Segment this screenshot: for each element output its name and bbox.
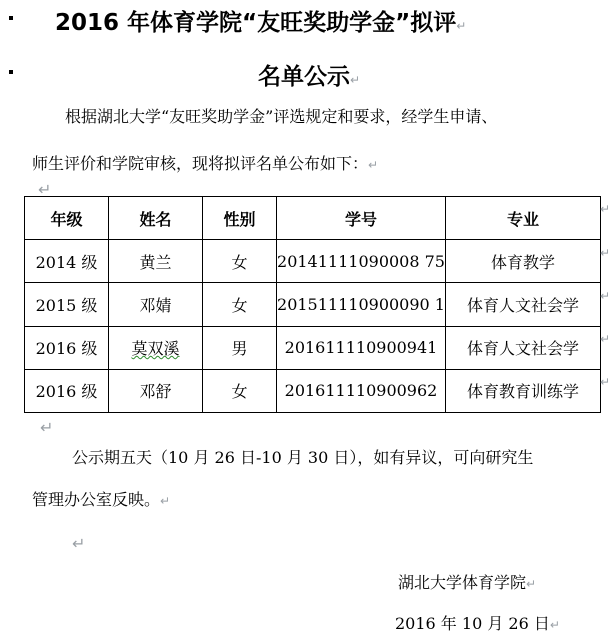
page-title <box>55 4 466 37</box>
table-row <box>25 369 601 412</box>
header-gender: 性别 <box>203 197 277 240</box>
cell-grade: 2014 级 <box>25 240 109 283</box>
table-row <box>25 283 601 326</box>
cell-grade: 2016 级 <box>25 326 109 369</box>
paragraph-mark-icon: ↵ <box>350 73 361 87</box>
page-title-continued <box>258 58 360 91</box>
notice-paragraph-line-1 <box>72 445 533 468</box>
cell-gender: 女 <box>203 240 277 283</box>
notice-text-2: 管理办公室反映。 <box>32 490 161 509</box>
intro-paragraph-line-2 <box>32 151 378 174</box>
cell-gender: 男 <box>203 326 277 369</box>
signature-date <box>395 611 560 634</box>
paragraph-mark-icon: ↵ <box>368 158 379 172</box>
cell-name: 邓舒 <box>109 369 203 412</box>
notice-text-1: 公示期五天（10 月 26 日-10 月 30 日），如有异议，可向研究生 <box>72 448 534 467</box>
cell-name: 邓婧 <box>109 283 203 326</box>
row-end-mark-icon: ↵ <box>599 375 610 389</box>
cell-grade: 2015 级 <box>25 283 109 326</box>
cell-major: 体育人文社会学 <box>446 326 601 369</box>
title-line-1: 2016 年体育学院“友旺奖助学金”拟评 <box>55 10 457 36</box>
table-header-row <box>25 197 601 240</box>
paragraph-mark-icon: ↵ <box>38 180 52 199</box>
cell-student-id: 20141111090008 75 <box>277 240 446 283</box>
cell-major: 体育人文社会学 <box>446 283 601 326</box>
paragraph-mark-icon: ↵ <box>549 618 560 632</box>
cell-name <box>109 326 203 369</box>
cell-student-id: 201611110900962 <box>277 369 446 412</box>
notice-paragraph-line-2 <box>32 487 170 510</box>
signature-org-text: 湖北大学体育学院 <box>398 573 527 592</box>
cell-major: 体育教育训练学 <box>446 369 601 412</box>
cell-major: 体育教学 <box>446 240 601 283</box>
cell-student-id: 201611110900941 <box>277 326 446 369</box>
row-end-mark-icon: ↵ <box>599 332 610 346</box>
row-end-mark-icon: ↵ <box>599 289 610 303</box>
header-student-id: 学号 <box>277 197 446 240</box>
signature-organization <box>398 570 536 593</box>
spellcheck-underlined-name: 莫双溪 <box>131 339 180 359</box>
signature-date-text: 2016 年 10 月 26 日 <box>395 614 550 633</box>
cell-grade: 2016 级 <box>25 369 109 412</box>
paragraph-mark-icon: ↵ <box>40 418 54 437</box>
header-major: 专业 <box>446 197 601 240</box>
paragraph-mark-icon: ↵ <box>72 534 86 553</box>
cell-name: 黄兰 <box>109 240 203 283</box>
award-roster-table <box>24 196 601 413</box>
row-end-mark-icon: ↵ <box>599 246 610 260</box>
row-end-mark-icon: ↵ <box>599 202 610 216</box>
intro-text-1: 根据湖北大学“友旺奖助学金”评选规定和要求，经学生申请、 <box>65 107 498 126</box>
paragraph-mark-icon: ↵ <box>160 494 171 508</box>
title-line-2: 名单公示 <box>258 64 350 90</box>
paragraph-mark-icon: ↵ <box>456 19 467 33</box>
list-bullet <box>9 70 13 74</box>
paragraph-mark-icon: ↵ <box>526 577 537 591</box>
intro-paragraph-line-1 <box>65 104 497 127</box>
table-row <box>25 240 601 283</box>
list-bullet <box>9 16 13 20</box>
table-row <box>25 326 601 369</box>
cell-student-id: 201511110900090 1 <box>277 283 446 326</box>
header-grade: 年级 <box>25 197 109 240</box>
cell-gender: 女 <box>203 369 277 412</box>
header-name: 姓名 <box>109 197 203 240</box>
cell-gender: 女 <box>203 283 277 326</box>
intro-text-2: 师生评价和学院审核，现将拟评名单公布如下： <box>32 154 369 173</box>
